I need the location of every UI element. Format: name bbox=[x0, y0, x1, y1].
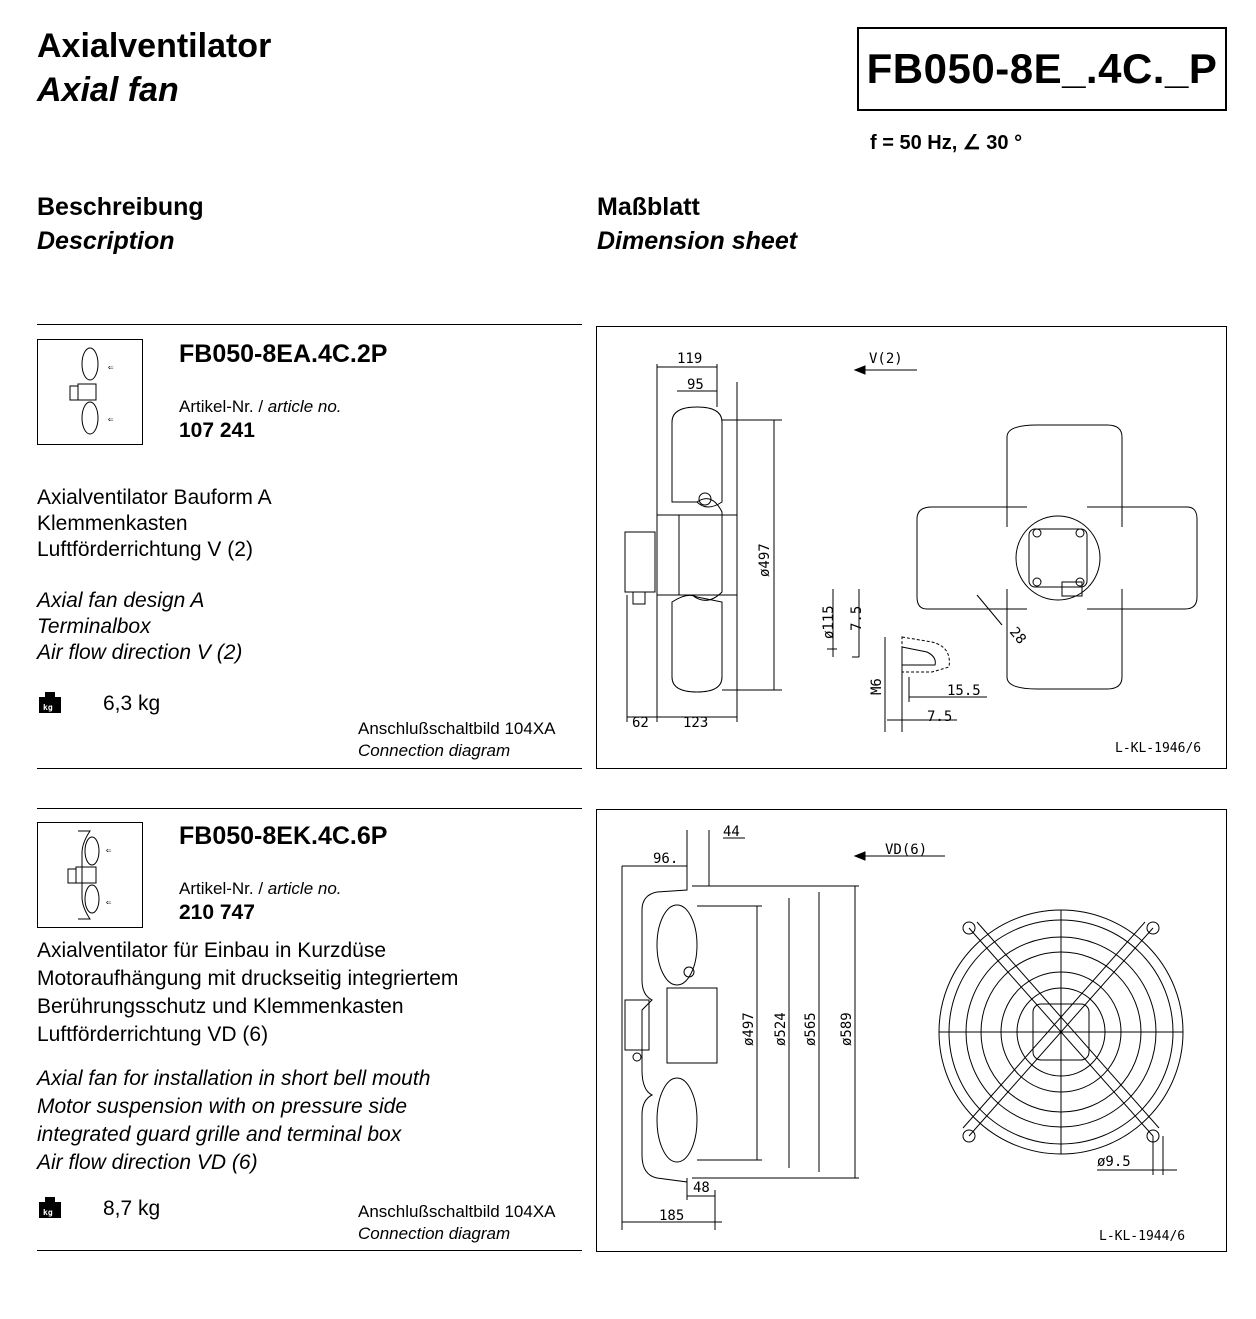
article-label-de: Artikel-Nr. / bbox=[179, 397, 264, 416]
title-de: Axialventilator bbox=[37, 27, 272, 65]
airflow-direction: V(2) bbox=[869, 351, 903, 367]
connection-diagram-de: Anschlußschaltbild 104XA bbox=[358, 1202, 556, 1221]
svg-text:kg: kg bbox=[43, 1208, 53, 1217]
dim-label: 7.5 bbox=[849, 605, 865, 631]
svg-text:⇐: ⇐ bbox=[106, 898, 112, 908]
divider bbox=[37, 768, 582, 769]
dim-label: ø524 bbox=[773, 1012, 789, 1046]
weight-value: 8,7 kg bbox=[103, 1197, 161, 1220]
fan-side-thumbnail bbox=[37, 339, 143, 445]
dimension-heading-de: Maßblatt bbox=[597, 193, 700, 221]
description-en bbox=[37, 588, 242, 666]
article-number: 210 747 bbox=[179, 901, 255, 924]
weight-icon bbox=[37, 692, 63, 719]
divider bbox=[37, 324, 582, 325]
desc-line: Motoraufhängung mit druckseitig integriertem bbox=[37, 967, 459, 990]
divider bbox=[37, 1250, 582, 1251]
desc-line: Air flow direction V (2) bbox=[37, 641, 243, 664]
dim-label: ø497 bbox=[757, 543, 773, 577]
dimension-heading bbox=[597, 190, 797, 258]
dim-label: ø115 bbox=[821, 605, 837, 639]
svg-text:⇐: ⇐ bbox=[106, 846, 112, 856]
dimension-drawing-1 bbox=[596, 326, 1227, 769]
svg-text:kg: kg bbox=[43, 703, 53, 712]
fan-side-thumbnail bbox=[37, 822, 143, 928]
dim-label: ø565 bbox=[803, 1012, 819, 1046]
product-name: FB050-8EK.4C.6P bbox=[179, 822, 388, 850]
dimension-drawing-2 bbox=[596, 809, 1227, 1252]
desc-line: Axial fan for installation in short bell mouth bbox=[37, 1067, 431, 1090]
dim-label: ø589 bbox=[839, 1012, 855, 1046]
dim-label: ø497 bbox=[741, 1012, 757, 1046]
desc-line: integrated guard grille and terminal box bbox=[37, 1123, 402, 1146]
dim-label: 185 bbox=[659, 1208, 685, 1224]
connection-diagram bbox=[358, 718, 556, 762]
desc-line: Luftförderrichtung VD (6) bbox=[37, 1023, 269, 1046]
dimension-heading-en: Dimension sheet bbox=[597, 227, 798, 255]
divider bbox=[37, 808, 582, 809]
desc-line: Axialventilator Bauform A bbox=[37, 486, 272, 509]
dim-label: 48 bbox=[693, 1180, 710, 1196]
dim-label: M6 bbox=[869, 678, 885, 695]
svg-text:⇐: ⇐ bbox=[108, 363, 114, 373]
article-label bbox=[179, 397, 342, 417]
desc-line: Axial fan design A bbox=[37, 589, 205, 612]
article-label-de: Artikel-Nr. / bbox=[179, 879, 264, 898]
connection-diagram bbox=[358, 1201, 556, 1245]
dim-label: 44 bbox=[723, 824, 740, 840]
desc-line: Motor suspension with on pressure side bbox=[37, 1095, 408, 1118]
dim-label: 28 bbox=[1005, 624, 1030, 648]
description-de bbox=[37, 485, 272, 563]
article-label bbox=[179, 879, 342, 899]
desc-line: Terminalbox bbox=[37, 615, 151, 638]
dim-label: 95 bbox=[687, 377, 704, 393]
description-en bbox=[37, 1065, 430, 1177]
desc-line: Klemmenkasten bbox=[37, 512, 188, 535]
dim-label: 7.5 bbox=[927, 709, 953, 725]
svg-text:⇐: ⇐ bbox=[108, 415, 114, 425]
dim-label: 123 bbox=[683, 715, 709, 731]
description-de bbox=[37, 937, 458, 1049]
article-label-en: article no. bbox=[267, 879, 342, 898]
page-title bbox=[37, 24, 271, 112]
description-heading bbox=[37, 190, 204, 258]
product-name: FB050-8EA.4C.2P bbox=[179, 340, 388, 368]
model-box: FB050-8E_.4C._P bbox=[857, 27, 1227, 111]
dim-label: ø9.5 bbox=[1097, 1154, 1131, 1170]
desc-line: Berührungsschutz und Klemmenkasten bbox=[37, 995, 404, 1018]
connection-diagram-en: Connection diagram bbox=[358, 1224, 511, 1243]
dim-label: 15.5 bbox=[947, 683, 981, 699]
dim-label: 119 bbox=[677, 351, 703, 367]
connection-diagram-de: Anschlußschaltbild 104XA bbox=[358, 719, 556, 738]
drawing-reference: L-KL-1946/6 bbox=[1115, 741, 1202, 756]
desc-line: Luftförderrichtung V (2) bbox=[37, 538, 253, 561]
title-en: Axial fan bbox=[37, 71, 179, 109]
article-label-en: article no. bbox=[267, 397, 342, 416]
drawing-reference: L-KL-1944/6 bbox=[1099, 1229, 1186, 1244]
description-heading-de: Beschreibung bbox=[37, 193, 204, 221]
article-number: 107 241 bbox=[179, 419, 255, 442]
weight-icon bbox=[37, 1197, 63, 1224]
dim-label: 62 bbox=[632, 715, 649, 731]
weight-value: 6,3 kg bbox=[103, 692, 161, 715]
connection-diagram-en: Connection diagram bbox=[358, 741, 511, 760]
description-heading-en: Description bbox=[37, 227, 175, 255]
dim-label: 96. bbox=[653, 851, 679, 867]
conditions: f = 50 Hz, ∠ 30 ° bbox=[870, 132, 1023, 154]
airflow-direction: VD(6) bbox=[885, 842, 928, 858]
desc-line: Axialventilator für Einbau in Kurzdüse bbox=[37, 939, 387, 962]
desc-line: Air flow direction VD (6) bbox=[37, 1151, 258, 1174]
